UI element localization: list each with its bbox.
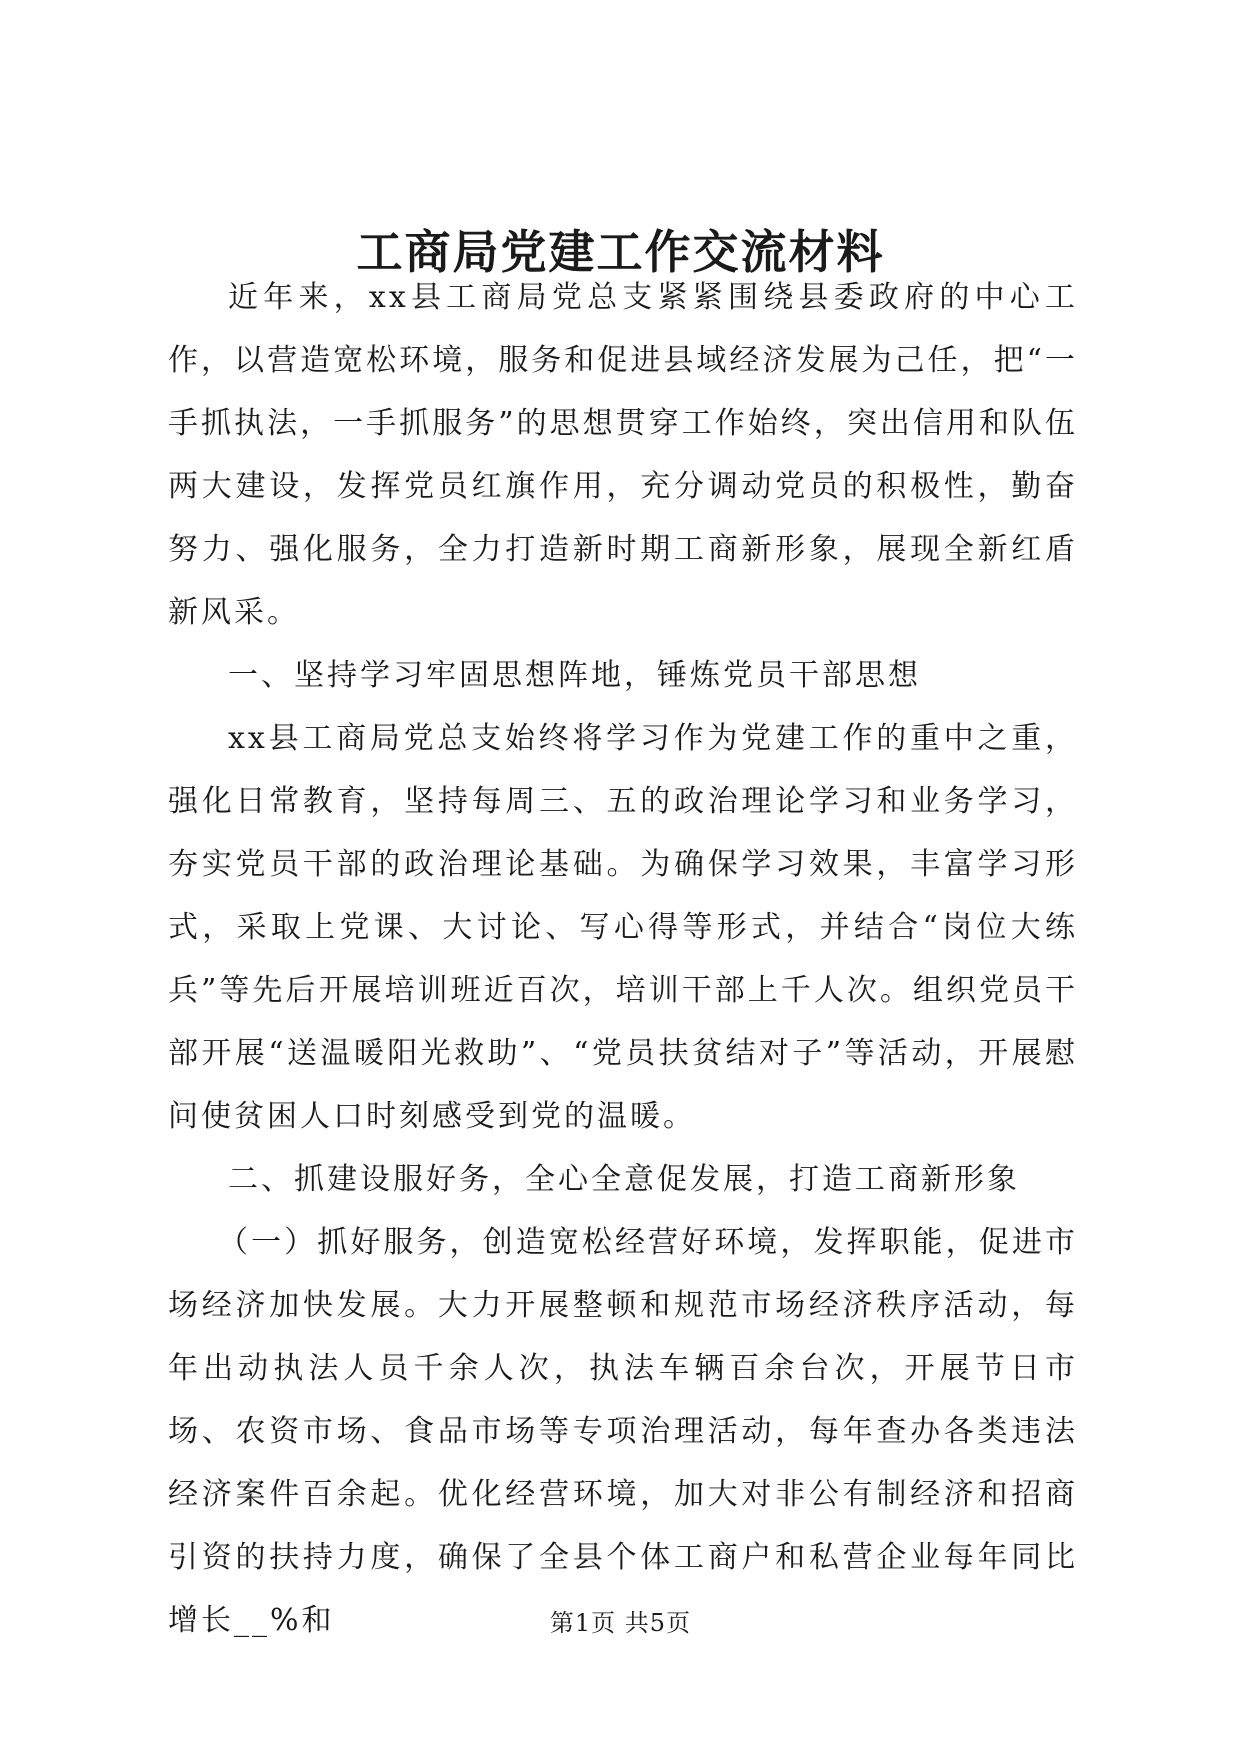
section-heading-2: 二、抓建设服好务，全心全意促发展，打造工商新形象 [228, 1162, 1020, 1197]
subsection-1-paragraph: （一）抓好服务，创造宽松经营好环境，发挥职能，促进市场经济加快发展。大力开展整顿和规范市场经济秩序活动，每年出动执法人员千余人次，执法车辆百余台次，开展节日市场、农资市场、食品市场等专项治理活动，每年查办各类违法经济案件百余起。优化经营环境，加大对非公有制经济和招商引资的扶持力度，确保了全县个体工商户和私营企业每年同比增长__%和 [168, 1225, 1078, 1638]
document-body [168, 266, 1078, 1652]
intro-paragraph: 近年来，xx县工商局党总支紧紧围绕县委政府的中心工作，以营造宽松环境，服务和促进县域经济发展为己任，把“一手抓执法，一手抓服务”的思想贯穿工作始终，突出信用和队伍两大建设，发挥党员红旗作用，充分调动党员的积极性，勤奋努力、强化服务，全力打造新时期工商新形象，展现全新红盾新风采。 [168, 280, 1078, 630]
section-1-paragraph: xx县工商局党总支始终将学习作为党建工作的重中之重，强化日常教育，坚持每周三、五的政治理论学习和业务学习，夯实党员干部的政治理论基础。为确保学习效果，丰富学习形式，采取上党课、大讨论、写心得等形式，并结合“岗位大练兵”等先后开展培训班近百次，培训干部上千人次。组织党员干部开展“送温暖阳光救助”、“党员扶贫结对子”等活动，开展慰问使贫困人口时刻感受到党的温暖。 [168, 721, 1078, 1134]
document-title: 工商局党建工作交流材料 [356, 225, 885, 279]
page-number-footer: 第1页 共5页 [549, 1609, 692, 1637]
section-heading-1: 一、坚持学习牢固思想阵地，锤炼党员干部思想 [228, 658, 921, 693]
